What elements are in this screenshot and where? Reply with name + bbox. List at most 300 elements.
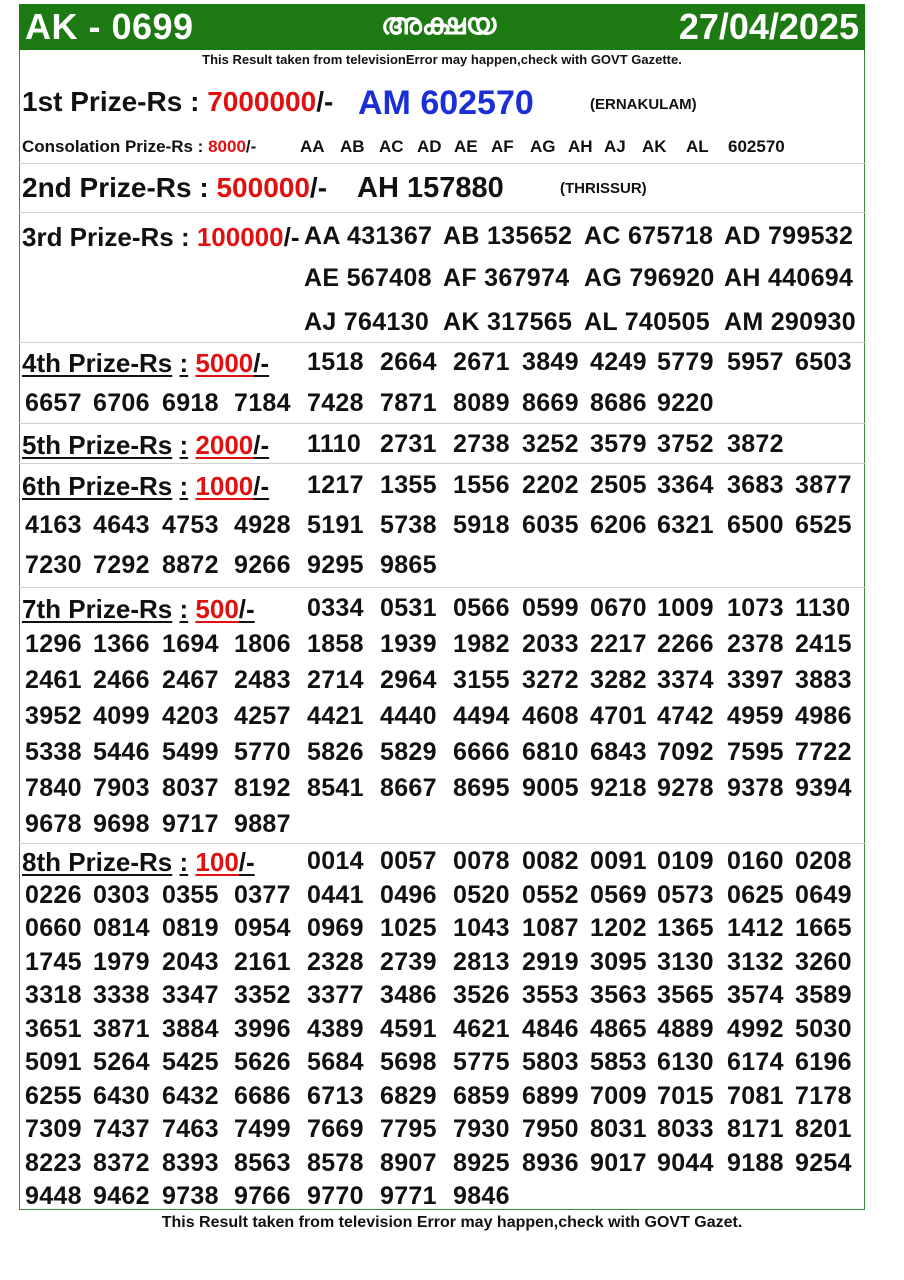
winning-number: 0531	[380, 594, 437, 622]
divider	[19, 463, 865, 464]
winning-number: 4621	[453, 1014, 510, 1043]
winning-number: 3884	[162, 1014, 219, 1043]
eighth-prize-amount: 100	[195, 847, 239, 877]
winning-number: 2161	[234, 947, 291, 976]
winning-number: 3338	[93, 981, 150, 1009]
seventh-prize-colon: :	[179, 594, 189, 624]
winning-number: 1043	[453, 914, 510, 942]
first-prize-ticket: AM 602570	[358, 84, 534, 122]
winning-number: 5918	[453, 511, 510, 539]
winning-number: 4203	[162, 702, 219, 730]
divider	[19, 843, 865, 844]
consolation-series-code: AD	[417, 137, 442, 156]
winning-number: 3526	[453, 981, 510, 1009]
winning-number: 3252	[522, 430, 579, 458]
winning-number: 6503	[795, 348, 852, 376]
winning-number: 8031	[590, 1115, 647, 1143]
winning-number: 9448	[25, 1182, 82, 1210]
winning-number: 9005	[522, 774, 579, 802]
winning-number: 0441	[307, 880, 364, 909]
draw-code: AK - 0699	[25, 6, 194, 47]
winning-number: 3574	[727, 981, 784, 1009]
sixth-prize-label: 6th Prize-Rs	[22, 471, 173, 501]
fifth-prize-suffix: /-	[253, 430, 270, 460]
winning-number: 4257	[234, 702, 291, 730]
winning-number: 3683	[727, 471, 784, 499]
winning-number: 5499	[162, 738, 219, 766]
winning-number: 5738	[380, 511, 437, 539]
seventh-prize-amount: 500	[195, 594, 239, 624]
consolation-line	[22, 137, 256, 157]
winning-number: 3260	[795, 947, 852, 976]
consolation-series-code: AK	[642, 137, 667, 156]
winning-number: 7669	[307, 1115, 364, 1143]
winning-number: 1110	[307, 430, 362, 458]
winning-number: 6657	[25, 389, 82, 417]
winning-number: 3563	[590, 981, 647, 1009]
winning-number: 5698	[380, 1048, 437, 1076]
winning-number: 3095	[590, 947, 647, 976]
winning-number: 9017	[590, 1148, 647, 1177]
third-prize-ticket: AB 135652	[443, 222, 573, 250]
consolation-number: 602570	[728, 137, 785, 156]
winning-number: 0226	[25, 880, 82, 909]
second-prize-ticket: AH 157880	[357, 172, 504, 204]
second-prize-line	[22, 172, 327, 204]
winning-number: 2033	[522, 630, 579, 658]
winning-number: 0091	[590, 847, 647, 875]
winning-number: 6196	[795, 1048, 852, 1076]
winning-number: 4889	[657, 1014, 714, 1043]
winning-number: 6918	[162, 389, 219, 417]
winning-number: 9678	[25, 810, 82, 838]
winning-number: 7722	[795, 738, 852, 766]
winning-number: 2505	[590, 471, 647, 499]
winning-number: 9865	[380, 551, 437, 579]
consolation-series-code: AH	[568, 137, 593, 156]
winning-number: 1806	[234, 630, 291, 658]
winning-number: 6206	[590, 511, 647, 539]
winning-number: 2466	[93, 666, 150, 694]
winning-number: 3352	[234, 981, 291, 1009]
winning-number: 6432	[162, 1081, 219, 1110]
winning-number: 4440	[380, 702, 437, 730]
winning-number: 3282	[590, 666, 647, 694]
winning-number: 9295	[307, 551, 364, 579]
fifth-prize-amount: 2000	[195, 430, 254, 460]
winning-number: 9771	[380, 1182, 437, 1210]
winning-number: 7437	[93, 1115, 150, 1143]
winning-number: 8541	[307, 774, 364, 802]
sixth-prize-colon: :	[179, 471, 189, 501]
fifth-prize-line	[22, 430, 269, 461]
sixth-prize-suffix: /-	[253, 471, 270, 501]
winning-number: 3565	[657, 981, 714, 1009]
fifth-prize-label: 5th Prize-Rs	[22, 430, 173, 460]
seventh-prize-label: 7th Prize-Rs	[22, 594, 173, 624]
first-prize-suffix: /-	[316, 86, 334, 117]
winning-number: 6859	[453, 1081, 510, 1110]
first-prize-place: (ERNAKULAM)	[590, 96, 697, 113]
consolation-amount: 8000	[208, 137, 246, 156]
winning-number: 1979	[93, 947, 150, 976]
winning-number: 5853	[590, 1048, 647, 1076]
winning-number: 2738	[453, 430, 510, 458]
draw-date: 27/04/2025	[678, 6, 859, 47]
third-prize-label: 3rd Prize-Rs :	[22, 222, 190, 252]
winning-number: 0670	[590, 594, 647, 622]
winning-number: 5446	[93, 738, 150, 766]
fourth-prize-label: 4th Prize-Rs	[22, 348, 173, 378]
winning-number: 2378	[727, 630, 784, 658]
first-prize-amount: 7000000	[207, 86, 317, 117]
second-prize-label: 2nd Prize-Rs :	[22, 172, 209, 203]
winning-number: 5826	[307, 738, 364, 766]
winning-number: 9770	[307, 1182, 364, 1210]
winning-number: 1694	[162, 630, 219, 658]
winning-number: 4846	[522, 1014, 579, 1043]
third-prize-ticket: AH 440694	[724, 264, 854, 292]
winning-number: 3883	[795, 666, 852, 694]
winning-number: 9846	[453, 1182, 510, 1210]
winning-number: 1858	[307, 630, 364, 658]
third-prize-ticket: AC 675718	[584, 222, 714, 250]
winning-number: 0660	[25, 914, 82, 942]
winning-number: 0569	[590, 880, 647, 909]
winning-number: 3397	[727, 666, 784, 694]
winning-number: 1518	[307, 348, 364, 376]
winning-number: 0552	[522, 880, 579, 909]
first-prize-line	[22, 86, 333, 118]
winning-number: 2461	[25, 666, 82, 694]
seventh-prize-suffix: /-	[238, 594, 255, 624]
consolation-series-code: AL	[686, 137, 709, 156]
winning-number: 6899	[522, 1081, 579, 1110]
winning-number: 2328	[307, 947, 364, 976]
winning-number: 5091	[25, 1048, 82, 1076]
winning-number: 6130	[657, 1048, 714, 1076]
winning-number: 5191	[307, 511, 364, 539]
winning-number: 2671	[453, 348, 510, 376]
winning-number: 2266	[657, 630, 714, 658]
winning-number: 5779	[657, 348, 714, 376]
third-prize-suffix: /-	[283, 222, 300, 252]
winning-number: 0078	[453, 847, 510, 875]
winning-number: 3155	[453, 666, 510, 694]
divider	[19, 163, 865, 164]
winning-number: 4163	[25, 511, 82, 539]
winning-number: 2202	[522, 471, 579, 499]
winning-number: 7230	[25, 551, 82, 579]
winning-number: 4421	[307, 702, 364, 730]
sixth-prize-line	[22, 471, 269, 502]
winning-number: 3130	[657, 947, 714, 976]
fifth-prize-colon: :	[179, 430, 189, 460]
winning-number: 7840	[25, 774, 82, 802]
divider	[19, 212, 865, 213]
winning-number: 9462	[93, 1182, 150, 1210]
seventh-prize-line	[22, 594, 255, 625]
winning-number: 0969	[307, 914, 364, 942]
winning-number: 0334	[307, 594, 364, 622]
fourth-prize-line	[22, 348, 269, 379]
winning-number: 8872	[162, 551, 219, 579]
winning-number: 3374	[657, 666, 714, 694]
winning-number: 6706	[93, 389, 150, 417]
lottery-name: അക്ഷയ	[381, 8, 497, 41]
winning-number: 6174	[727, 1048, 784, 1076]
winning-number: 1296	[25, 630, 82, 658]
winning-number: 5829	[380, 738, 437, 766]
winning-number: 5264	[93, 1048, 150, 1076]
winning-number: 4099	[93, 702, 150, 730]
winning-number: 9188	[727, 1148, 784, 1177]
winning-number: 1745	[25, 947, 82, 976]
winning-number: 1365	[657, 914, 714, 942]
winning-number: 6686	[234, 1081, 291, 1110]
winning-number: 4986	[795, 702, 852, 730]
winning-number: 8695	[453, 774, 510, 802]
winning-number: 4608	[522, 702, 579, 730]
winning-number: 1217	[307, 471, 364, 499]
second-prize-place: (THRISSUR)	[560, 180, 647, 197]
winning-number: 7595	[727, 738, 784, 766]
winning-number: 7499	[234, 1115, 291, 1143]
winning-number: 8223	[25, 1148, 82, 1177]
winning-number: 7009	[590, 1081, 647, 1110]
winning-number: 7092	[657, 738, 714, 766]
sixth-prize-amount: 1000	[195, 471, 254, 501]
winning-number: 0573	[657, 880, 714, 909]
winning-number: 9266	[234, 551, 291, 579]
winning-number: 8393	[162, 1148, 219, 1177]
third-prize-ticket: AM 290930	[724, 308, 856, 336]
winning-number: 5338	[25, 738, 82, 766]
winning-number: 8192	[234, 774, 291, 802]
winning-number: 3849	[522, 348, 579, 376]
eighth-prize-line	[22, 847, 255, 878]
third-prize-ticket: AG 796920	[584, 264, 715, 292]
winning-number: 6829	[380, 1081, 437, 1110]
winning-number: 8667	[380, 774, 437, 802]
winning-number: 3347	[162, 981, 219, 1009]
fourth-prize-colon: :	[179, 348, 189, 378]
fourth-prize-suffix: /-	[253, 348, 270, 378]
eighth-prize-suffix: /-	[238, 847, 255, 877]
eighth-prize-label: 8th Prize-Rs	[22, 847, 173, 877]
winning-number: 0160	[727, 847, 784, 875]
winning-number: 4494	[453, 702, 510, 730]
winning-number: 1665	[795, 914, 852, 942]
winning-number: 5803	[522, 1048, 579, 1076]
winning-number: 9887	[234, 810, 291, 838]
winning-number: 5770	[234, 738, 291, 766]
winning-number: 3272	[522, 666, 579, 694]
winning-number: 7903	[93, 774, 150, 802]
winning-number: 9738	[162, 1182, 219, 1210]
winning-number: 8037	[162, 774, 219, 802]
winning-number: 5957	[727, 348, 784, 376]
winning-number: 7463	[162, 1115, 219, 1143]
consolation-series-code: AC	[379, 137, 404, 156]
winning-number: 3589	[795, 981, 852, 1009]
winning-number: 1073	[727, 594, 784, 622]
header-bar	[19, 4, 865, 50]
winning-number: 8925	[453, 1148, 510, 1177]
winning-number: 6843	[590, 738, 647, 766]
third-prize-ticket: AK 317565	[443, 308, 573, 336]
winning-number: 3871	[93, 1014, 150, 1043]
divider	[19, 587, 865, 588]
winning-number: 0496	[380, 880, 437, 909]
winning-number: 9220	[657, 389, 714, 417]
winning-number: 0819	[162, 914, 219, 942]
third-prize-ticket: AJ 764130	[304, 308, 430, 336]
disclaimer-bottom: This Result taken from television Error may happen,check with GOVT Gazet.	[161, 1214, 743, 1231]
winning-number: 7081	[727, 1081, 784, 1110]
winning-number: 2483	[234, 666, 291, 694]
winning-number: 0520	[453, 880, 510, 909]
winning-number: 9218	[590, 774, 647, 802]
winning-number: 0599	[522, 594, 579, 622]
winning-number: 7871	[380, 389, 437, 417]
winning-number: 6321	[657, 511, 714, 539]
winning-number: 1087	[522, 914, 579, 942]
winning-number: 3132	[727, 947, 784, 976]
winning-number: 6255	[25, 1081, 82, 1110]
consolation-label: Consolation Prize-Rs :	[22, 137, 204, 156]
winning-number: 2714	[307, 666, 364, 694]
winning-number: 4249	[590, 348, 647, 376]
winning-number: 0649	[795, 880, 852, 909]
winning-number: 1982	[453, 630, 510, 658]
winning-number: 8089	[453, 389, 510, 417]
winning-number: 5775	[453, 1048, 510, 1076]
winning-number: 8033	[657, 1115, 714, 1143]
winning-number: 0625	[727, 880, 784, 909]
winning-number: 0082	[522, 847, 579, 875]
winning-number: 1202	[590, 914, 647, 942]
winning-number: 3996	[234, 1014, 291, 1043]
winning-number: 4742	[657, 702, 714, 730]
winning-number: 5684	[307, 1048, 364, 1076]
winning-number: 7950	[522, 1115, 579, 1143]
winning-number: 2217	[590, 630, 647, 658]
winning-number: 7309	[25, 1115, 82, 1143]
winning-number: 0814	[93, 914, 150, 942]
consolation-series-code: AF	[491, 137, 514, 156]
winning-number: 6430	[93, 1081, 150, 1110]
winning-number: 8201	[795, 1115, 852, 1143]
winning-number: 0954	[234, 914, 291, 942]
winning-number: 9766	[234, 1182, 291, 1210]
third-prize-ticket: AE 567408	[304, 264, 432, 292]
winning-number: 9394	[795, 774, 852, 802]
consolation-series-code: AE	[454, 137, 478, 156]
winning-number: 0303	[93, 880, 150, 909]
eighth-prize-colon: :	[179, 847, 189, 877]
winning-number: 6666	[453, 738, 510, 766]
winning-number: 2739	[380, 947, 437, 976]
winning-number: 7015	[657, 1081, 714, 1110]
winning-number: 2467	[162, 666, 219, 694]
winning-number: 4591	[380, 1014, 437, 1043]
winning-number: 4992	[727, 1014, 784, 1043]
winning-number: 0377	[234, 880, 291, 909]
winning-number: 4959	[727, 702, 784, 730]
winning-number: 6035	[522, 511, 579, 539]
winning-number: 3877	[795, 471, 852, 499]
winning-number: 4865	[590, 1014, 647, 1043]
winning-number: 3752	[657, 430, 714, 458]
third-prize-amount: 100000	[196, 222, 284, 252]
winning-number: 2731	[380, 430, 437, 458]
winning-number: 9254	[795, 1148, 852, 1177]
winning-number: 8171	[727, 1115, 784, 1143]
winning-number: 8372	[93, 1148, 150, 1177]
winning-number: 4753	[162, 511, 219, 539]
winning-number: 3872	[727, 430, 784, 458]
winning-number: 3364	[657, 471, 714, 499]
winning-number: 5626	[234, 1048, 291, 1076]
winning-number: 0109	[657, 847, 714, 875]
divider	[19, 423, 865, 424]
second-prize-amount: 500000	[216, 172, 310, 203]
winning-number: 0014	[307, 847, 364, 875]
divider	[19, 342, 865, 343]
winning-number: 1556	[453, 471, 510, 499]
winning-number: 4389	[307, 1014, 364, 1043]
winning-number: 7930	[453, 1115, 510, 1143]
winning-number: 2664	[380, 348, 437, 376]
winning-number: 3377	[307, 981, 364, 1009]
winning-number: 8578	[307, 1148, 364, 1177]
winning-number: 1939	[380, 630, 437, 658]
consolation-series-code: AG	[530, 137, 556, 156]
second-prize-suffix: /-	[309, 172, 328, 203]
disclaimer-top: This Result taken from televisionError may happen,check with GOVT Gazette.	[202, 52, 682, 67]
winning-number: 8686	[590, 389, 647, 417]
winning-number: 1412	[727, 914, 784, 942]
consolation-series-code: AA	[300, 137, 325, 156]
winning-number: 6525	[795, 511, 852, 539]
winning-number: 4643	[93, 511, 150, 539]
winning-number: 9698	[93, 810, 150, 838]
third-prize-ticket: AL 740505	[584, 308, 710, 336]
winning-number: 1025	[380, 914, 437, 942]
winning-number: 3651	[25, 1014, 82, 1043]
consolation-series-code: AJ	[604, 137, 626, 156]
winning-number: 7428	[307, 389, 364, 417]
winning-number: 6500	[727, 511, 784, 539]
winning-number: 0355	[162, 880, 219, 909]
winning-number: 2043	[162, 947, 219, 976]
winning-number: 0057	[380, 847, 437, 875]
winning-number: 8936	[522, 1148, 579, 1177]
winning-number: 7795	[380, 1115, 437, 1143]
winning-number: 7184	[234, 389, 291, 417]
winning-number: 2415	[795, 630, 852, 658]
winning-number: 3579	[590, 430, 647, 458]
consolation-series-code: AB	[340, 137, 365, 156]
winning-number: 9044	[657, 1148, 714, 1177]
winning-number: 1366	[93, 630, 150, 658]
winning-number: 1130	[795, 594, 851, 622]
winning-number: 7292	[93, 551, 150, 579]
winning-number: 1355	[380, 471, 437, 499]
winning-number: 8669	[522, 389, 579, 417]
winning-number: 2964	[380, 666, 437, 694]
